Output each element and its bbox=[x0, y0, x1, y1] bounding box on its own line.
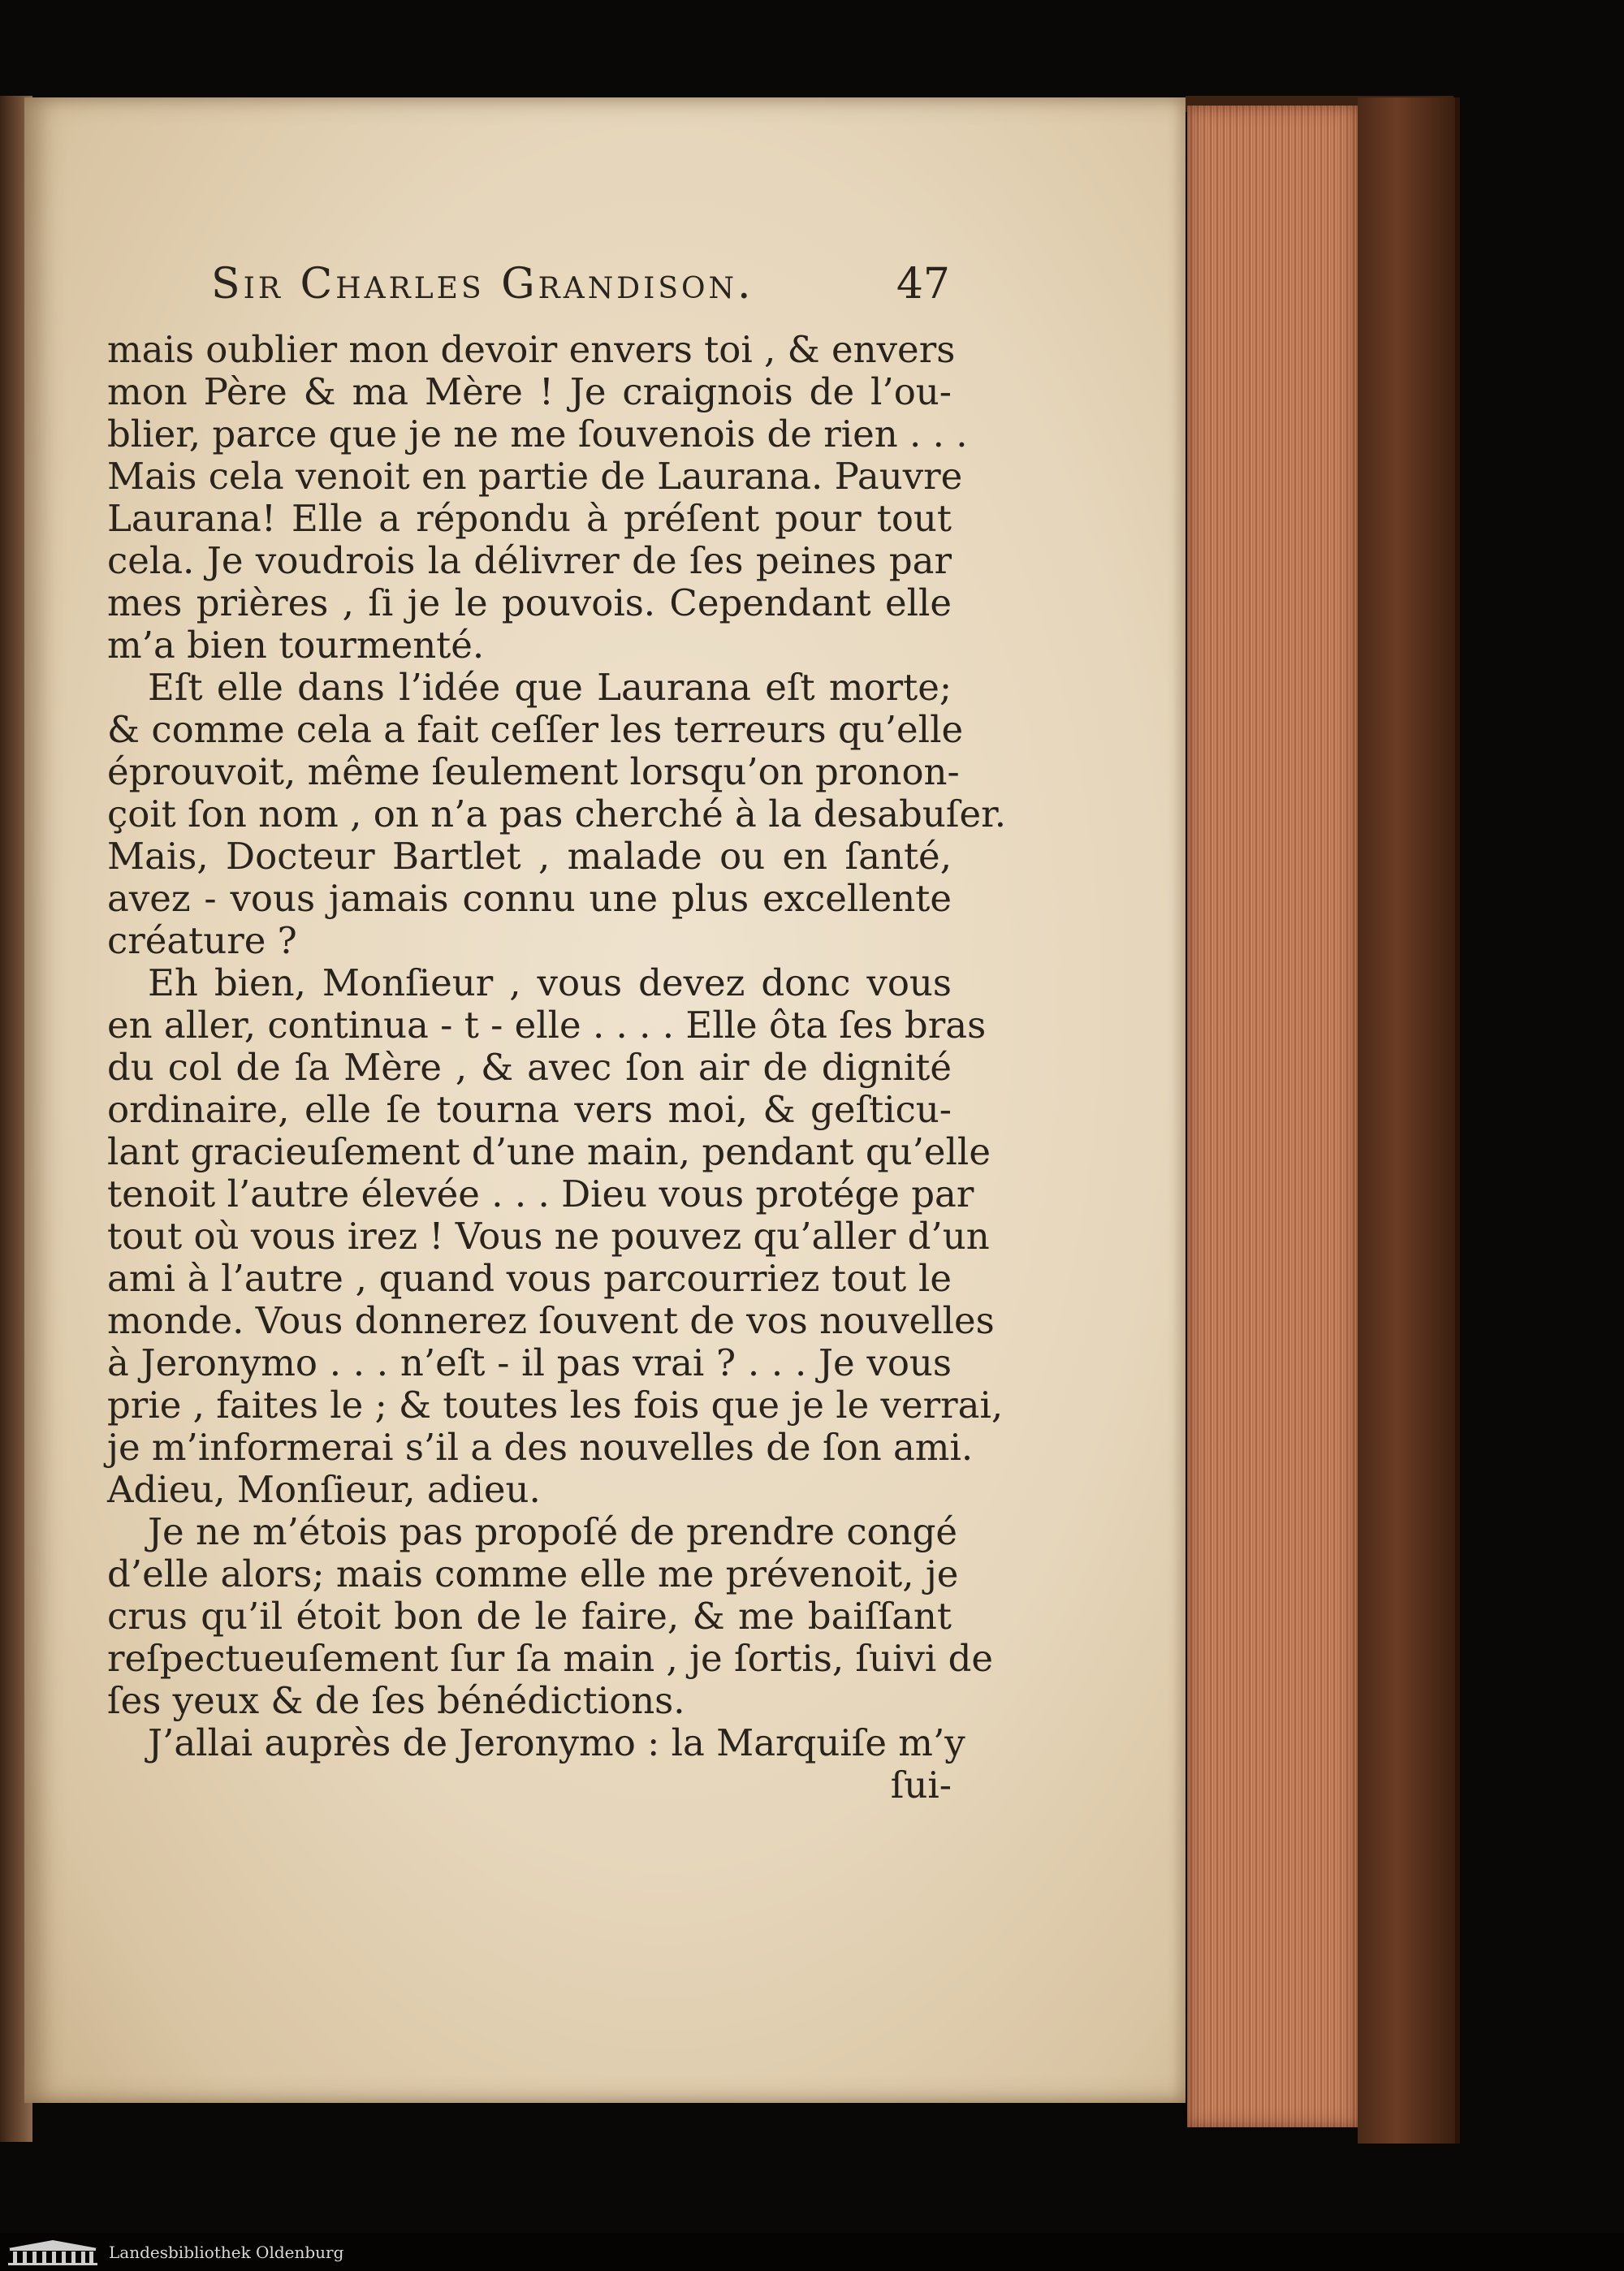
text-line: J’allai auprès de Jeronymo : la Marquiſe m’y bbox=[148, 1721, 965, 1764]
text-line: du col de ſa Mère , & avec ſon air de dignité bbox=[107, 1046, 952, 1089]
book-cover-board bbox=[1358, 97, 1460, 2144]
text-line: Laurana! Elle a répondu à préſent pour tout bbox=[107, 497, 952, 540]
text-line: je m’informerai s’il a des nouvelles de ſon ami. bbox=[107, 1426, 974, 1469]
text-line: cela. Je voudrois la délivrer de ſes peines par bbox=[107, 539, 952, 582]
text-line: m’a bien tourmenté. bbox=[107, 624, 485, 667]
text-line: d’elle alors; mais comme elle me prévenoit, je bbox=[107, 1552, 959, 1595]
text-line: Eh bien, Monſieur , vous devez donc vous bbox=[148, 961, 952, 1004]
page-fore-edge bbox=[1187, 106, 1358, 2127]
footer-bar bbox=[0, 2233, 1624, 2271]
text-line: blier, parce que je ne me ſouvenois de rien . . . bbox=[107, 412, 968, 455]
text-line: ordinaire, elle ſe tourna vers moi, & geſticu- bbox=[107, 1088, 952, 1131]
text-line: avez - vous jamais connu une plus excellente bbox=[107, 877, 952, 920]
text-line: çoit ſon nom , on n’a pas cherché à la desabuſer. bbox=[107, 792, 1007, 835]
text-line: lant gracieuſement d’une main, pendant qu’elle bbox=[107, 1130, 991, 1173]
text-line: monde. Vous donnerez ſouvent de vos nouvelles bbox=[107, 1299, 995, 1342]
text-line: Adieu, Monſieur, adieu. bbox=[107, 1468, 541, 1511]
running-head bbox=[211, 260, 950, 317]
text-line: Mais cela venoit en partie de Laurana. Pauvre bbox=[107, 455, 963, 498]
text-line: créature ? bbox=[107, 919, 297, 962]
text-line: mon Père & ma Mère ! Je craignois de l’ou- bbox=[107, 370, 952, 413]
text-line: éprouvoit, même ſeulement lorsqu’on pronon- bbox=[107, 750, 960, 793]
text-line: mes prières , ſi je le pouvois. Cependant elle bbox=[107, 581, 952, 624]
text-line: ſes yeux & de ſes bénédictions. bbox=[107, 1679, 685, 1722]
text-line: tenoit l’autre élevée . . . Dieu vous protége par bbox=[107, 1172, 974, 1215]
page-number: 47 bbox=[896, 260, 950, 309]
text-line: tout où vous irez ! Vous ne pouvez qu’aller d’un bbox=[107, 1215, 990, 1258]
library-name: Landesbibliothek Oldenburg bbox=[109, 2242, 344, 2262]
text-line: en aller, continua - t - elle . . . . Elle ôta ſes bras bbox=[107, 1004, 987, 1047]
text-line: Eſt elle dans l’idée que Laurana eſt morte; bbox=[148, 666, 952, 709]
text-line: & comme cela a fait ceſſer les terreurs qu’elle bbox=[107, 708, 964, 751]
text-line: prie , faites le ; & toutes les fois que je le verrai, bbox=[107, 1384, 1004, 1427]
text-line: mais oublier mon devoir envers toi , & envers bbox=[107, 328, 956, 371]
running-title: Sir Charles Grandison. bbox=[211, 260, 754, 309]
text-line: à Jeronymo . . . n’eſt - il pas vrai ? . . . Je vous bbox=[107, 1341, 952, 1384]
catchword: ſui- bbox=[890, 1764, 952, 1807]
text-line: crus qu’il étoit bon de le faire, & me baiſſant bbox=[107, 1595, 952, 1638]
body-text bbox=[107, 328, 1007, 1807]
text-line: reſpectueuſement ſur ſa main , je ſortis, ſuivi de bbox=[107, 1637, 994, 1680]
library-building-icon bbox=[5, 2239, 101, 2266]
text-line: Mais, Docteur Bartlet , malade ou en ſanté, bbox=[107, 835, 952, 878]
text-line: ami à l’autre , quand vous parcourriez tout le bbox=[107, 1257, 952, 1300]
text-line: Je ne m’étois pas propoſé de prendre congé bbox=[148, 1510, 958, 1553]
